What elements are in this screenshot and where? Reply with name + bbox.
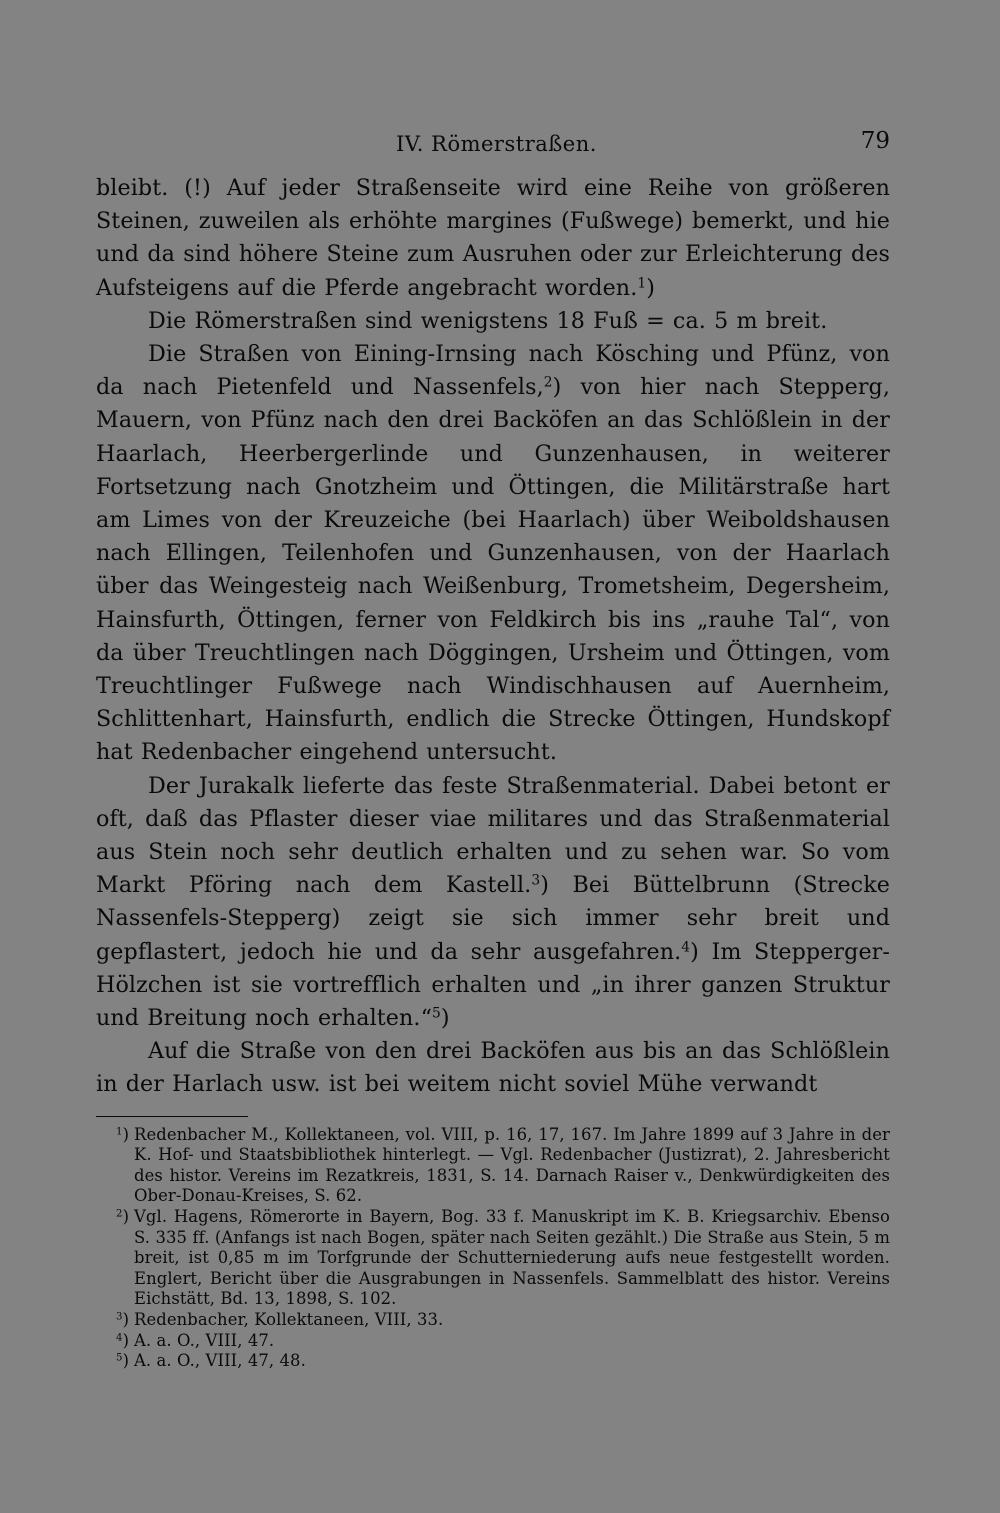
body-paragraph [96,172,890,305]
footnote-mark: $^3$) [116,1310,130,1330]
footnote-mark: $^2$) [116,1207,130,1227]
paragraph-text: Auf die Straße von den drei Backöfen aus bis an das Schlößlein in der Harlach usw. ist bei weitem nicht soviel Mühe verwandt [96,1038,890,1098]
page-number: 79 [860,128,890,154]
footnote-text: Redenbacher, Kollektaneen, VIII, 33. [134,1310,444,1330]
paragraph-text: ) Im Stepperger-Hölzchen ist sie vortrefflich erhalten und „in ihrer ganzen Struktur und Breitung noch erhalten.“ [96,938,890,1032]
body-paragraph [96,1035,890,1101]
footnote-mark: $^5$) [116,1351,130,1371]
paragraph-text: bleibt. (!) Auf jeder Straßenseite wird eine Reihe von größeren Steinen, zuweilen als erhöhte margines (Fußwege) bemerkt, und hie und da sind höhere Steine zum Ausruhen oder zur Erleichterung des Aufsteigens auf die Pferde angebracht worden. [96,175,890,301]
book-page [96,126,890,1372]
footnote [96,1331,890,1352]
footnote-text: A. a. O., VIII, 47, 48. [134,1351,306,1371]
footnote [96,1125,890,1207]
paragraph-text: Die Römerstraßen sind wenigstens 18 Fuß = ca. 5 m breit. [148,307,828,334]
footnote-text: Redenbacher M., Kollektaneen, vol. VIII, p. 16, 17, 167. Im Jahre 1899 auf 3 Jahre in der K. Hof- und Staatsbibliothek hinterlegt. — Vgl. Redenbacher (Justizrat), 2. Jahresbericht des histor. Vereins im Rezatkreis, 1831, S. 14. Darnach Raiser v., Denkwürdigkeiten des Ober-Donau-Kreises, S. 62. [134,1124,890,1206]
paragraph-text: ) [440,1005,450,1032]
footnote-text: A. a. O., VIII, 47. [134,1330,275,1350]
footnote-mark: $^1$) [116,1124,130,1144]
footnote [96,1351,890,1372]
paragraph-text: Die Straßen von Eining-Irnsing nach Kösching und Pfünz, von da nach Pietenfeld und Nassenfels, [96,341,890,401]
body-text [96,172,890,1102]
footnote [96,1207,890,1310]
paragraph-text: ) Bei Büttelbrunn (Strecke Nassenfels-Stepperg) zeigt sie sich immer sehr breit und gepflastert, jedoch hie und da sehr ausgefahren. [96,872,890,965]
chapter-title: IV. Römerstraßen. [396,132,597,156]
paragraph-text: ) [646,274,655,301]
footnote-ref: 2 [543,374,553,391]
paragraph-text: ) von hier nach Stepperg, Mauern, von Pfünz nach den drei Backöfen an das Schlößlein in der Haarlach, Heerbergerlinde und Gunzenhausen, in weiterer Fortsetzung nach Gnotzheim und Öttingen, die Militärstraße hart am Limes von der Kreuzeiche (bei Haarlach) über Weiboldshausen nach Ellingen, Teilenhofen und Gunzenhausen, von der Haarlach über das Weingesteig nach Weißenburg, Trometsheim, Degersheim, Hainsfurth, Öttingen, ferner von Feldkirch bis ins „rauhe Tal“, von da über Treuchtlingen nach Döggingen, Ursheim und Öttingen, vom Treuchtlinger Fußwege nach Windischhausen auf Auernheim, Schlittenhart, Hainsfurth, endlich die Strecke Öttingen, Hundskopf hat Redenbacher eingehend untersucht. [96,374,890,766]
body-paragraph [96,770,890,1036]
paragraph-text: Der Jurakalk lieferte das feste Straßenmaterial. Dabei betont er oft, daß das Pflaster dieser viae militares und das Straßenmaterial aus Stein noch sehr deutlich erhalten und zu sehen war. So vom Markt Pföring nach dem Kastell. [96,772,890,899]
footnote-ref: 4 [681,939,691,956]
footnote-ref: 1 [637,275,647,292]
running-head [96,126,890,172]
footnote-rule [96,1116,248,1117]
footnotes [96,1125,890,1372]
footnote-text: Vgl. Hagens, Römerorte in Bayern, Bog. 33 f. Manuskript im K. B. Kriegsarchiv. Ebenso S. 335 ff. (Anfangs ist nach Bogen, später nach Seiten gezählt.) Die Straße aus Stein, 5 m breit, ist 0,85 m im Torfgrunde der Schutterniederung aufs neue festgestellt worden. Englert, Bericht über die Ausgrabungen in Nassenfels. Sammelblatt des histor. Vereins Eichstätt, Bd. 13, 1898, S. 102. [134,1207,890,1309]
body-paragraph [96,305,890,338]
footnote [96,1310,890,1331]
footnote-ref: 3 [531,872,541,889]
footnote-mark: $^4$) [116,1330,130,1350]
body-paragraph [96,338,890,770]
footnote-ref: 5 [432,1005,441,1022]
